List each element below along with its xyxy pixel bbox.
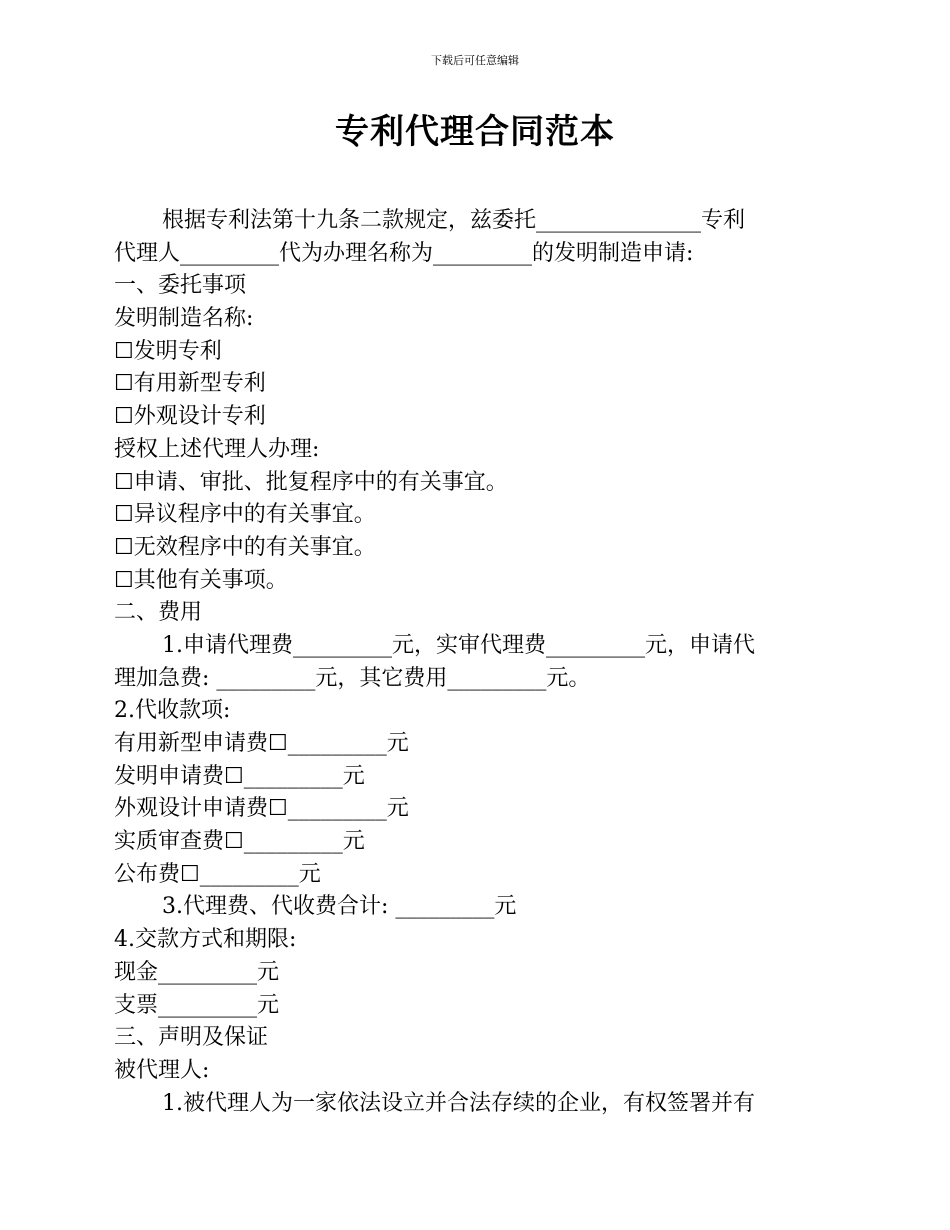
- invention-name-label: 发明制造名称:: [114, 306, 254, 332]
- fee-total-line: 3.代理费、代收费合计: _________元: [162, 894, 517, 920]
- payment-cash: 现金_________元: [114, 959, 280, 985]
- fee-item-invention: 发明申请费☐_________元: [114, 763, 365, 789]
- authorization-label: 授权上述代理人办理:: [114, 436, 320, 462]
- principal-label: 被代理人:: [114, 1057, 210, 1083]
- paragraph-line-1: 根据专利法第十九条二款规定，兹委托_______________专利: [162, 208, 746, 233]
- payment-check: 支票_________元: [114, 992, 280, 1018]
- checkbox-item-utility-model: ☐有用新型专利: [114, 371, 266, 397]
- fee-item-publication: 公布费☐_________元: [114, 861, 321, 887]
- fee-item-design: 外观设计申请费☐_________元: [114, 796, 409, 822]
- collection-label: 2.代收款项:: [114, 698, 231, 724]
- checkbox-item-application: ☐申请、审批、批复程序中的有关事宜。: [114, 469, 508, 495]
- fee-item-examination: 实质审查费☐_________元: [114, 829, 365, 855]
- document-title: 专利代理合同范本: [335, 112, 615, 152]
- fee-line-2: 理加急费: _________元，其它费用_________元。: [114, 665, 591, 691]
- section-heading-2: 二、费用: [114, 600, 203, 626]
- paragraph-line-2: 代理人_________代为办理名称为_________的发明制造申请:: [114, 240, 694, 266]
- document-body: [114, 205, 834, 1120]
- declaration-line-1: 1.被代理人为一家依法设立并合法存续的企业，有权签署并有: [162, 1090, 755, 1116]
- payment-method-label: 4.交款方式和期限:: [114, 927, 297, 953]
- checkbox-item-invention-patent: ☐发明专利: [114, 338, 222, 364]
- checkbox-item-other: ☐其他有关事项。: [114, 567, 288, 593]
- fee-item-utility-model: 有用新型申请费☐_________元: [114, 731, 409, 756]
- section-heading-1: 一、委托事项: [114, 273, 247, 299]
- checkbox-item-opposition: ☐异议程序中的有关事宜。: [114, 502, 376, 528]
- section-heading-3: 三、声明及保证: [114, 1025, 269, 1051]
- page-header-note: 下载后可任意编辑: [431, 54, 519, 67]
- fee-line-1: 1.申请代理费_________元，实审代理费_________元，申请代: [162, 632, 755, 658]
- checkbox-item-invalidation: ☐无效程序中的有关事宜。: [114, 534, 376, 560]
- checkbox-item-design-patent: ☐外观设计专利: [114, 404, 266, 430]
